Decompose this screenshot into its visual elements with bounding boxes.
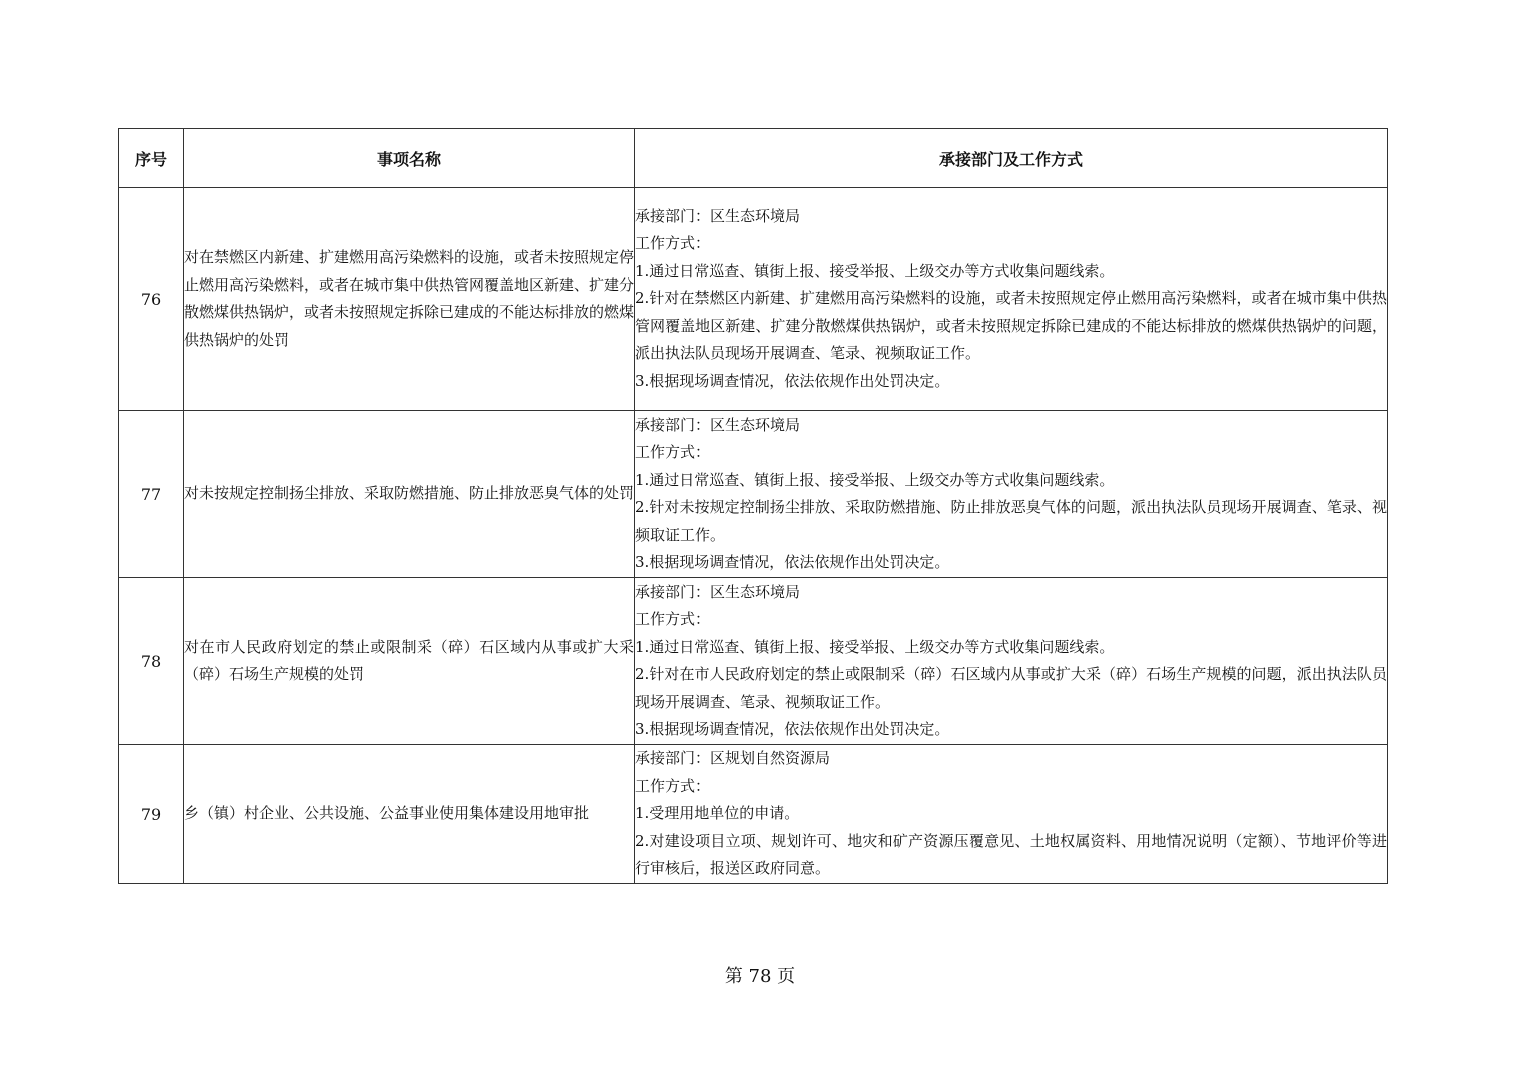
row-seq: 77 xyxy=(119,411,184,578)
row-method xyxy=(635,188,1388,411)
table-row xyxy=(119,745,1388,884)
row-dept: 承接部门：区规划自然资源局 xyxy=(635,749,831,768)
table-row xyxy=(119,411,1388,578)
row-dept: 承接部门：区生态环境局 xyxy=(635,206,801,225)
header-seq: 序号 xyxy=(119,129,184,188)
row-step: 1.通过日常巡查、镇街上报、接受举报、上级交办等方式收集问题线索。 xyxy=(635,470,1115,489)
header-name: 事项名称 xyxy=(184,129,635,188)
row-seq: 78 xyxy=(119,578,184,745)
row-method xyxy=(635,578,1388,745)
row-matter-name: 对在禁燃区内新建、扩建燃用高污染燃料的设施，或者未按照规定停止燃用高污染燃料，或者在城市集中供热管网覆盖地区新建、扩建分散燃煤供热锅炉，或者未按照规定拆除已建成的不能达标排放的燃煤供热锅炉的处罚 xyxy=(184,188,635,411)
row-matter-name: 对在市人民政府划定的禁止或限制采（碎）石区域内从事或扩大采（碎）石场生产规模的处罚 xyxy=(184,578,635,745)
row-step: 2.针对未按规定控制扬尘排放、采取防燃措施、防止排放恶臭气体的问题，派出执法队员现场开展调查、笔录、视频取证工作。 xyxy=(635,498,1387,544)
row-step: 1.通过日常巡查、镇街上报、接受举报、上级交办等方式收集问题线索。 xyxy=(635,637,1115,656)
row-step: 2.对建设项目立项、规划许可、地灾和矿产资源压覆意见、土地权属资料、用地情况说明（定额）、节地评价等进行审核后，报送区政府同意。 xyxy=(635,831,1387,878)
row-step: 3.根据现场调查情况，依法依规作出处罚决定。 xyxy=(635,371,950,390)
matters-table xyxy=(118,128,1388,884)
row-method-title: 工作方式： xyxy=(635,443,711,461)
row-matter-name: 对未按规定控制扬尘排放、采取防燃措施、防止排放恶臭气体的处罚 xyxy=(184,411,635,578)
row-seq: 79 xyxy=(119,745,184,884)
row-method-title: 工作方式： xyxy=(635,610,711,628)
row-matter-name: 乡（镇）村企业、公共设施、公益事业使用集体建设用地审批 xyxy=(184,745,635,884)
row-dept: 承接部门：区生态环境局 xyxy=(635,582,801,601)
row-step: 3.根据现场调查情况，依法依规作出处罚决定。 xyxy=(635,720,950,738)
row-seq: 76 xyxy=(119,188,184,411)
row-step: 1.通过日常巡查、镇街上报、接受举报、上级交办等方式收集问题线索。 xyxy=(635,261,1115,280)
row-dept: 承接部门：区生态环境局 xyxy=(635,415,801,434)
row-step: 2.针对在禁燃区内新建、扩建燃用高污染燃料的设施，或者未按照规定停止燃用高污染燃料，或者在城市集中供热管网覆盖地区新建、扩建分散燃煤供热锅炉，或者未按照规定拆除已建成的不能达标排放的燃煤供热锅炉的问题，派出执法队员现场开展调查、笔录、视频取证工作。 xyxy=(635,289,1387,363)
row-method xyxy=(635,411,1388,578)
page-number: 第 78 页 xyxy=(724,966,796,987)
row-step: 2.针对在市人民政府划定的禁止或限制采（碎）石区域内从事或扩大采（碎）石场生产规模的问题，派出执法队员现场开展调查、笔录、视频取证工作。 xyxy=(635,665,1387,711)
row-step: 1.受理用地单位的申请。 xyxy=(635,804,800,823)
row-method xyxy=(635,745,1388,884)
table-row xyxy=(119,188,1388,411)
row-method-title: 工作方式： xyxy=(635,234,711,253)
table-row xyxy=(119,578,1388,745)
header-method: 承接部门及工作方式 xyxy=(635,129,1388,188)
row-method-title: 工作方式： xyxy=(635,776,711,795)
row-step: 3.根据现场调查情况，依法依规作出处罚决定。 xyxy=(635,553,950,571)
table-header-row xyxy=(119,129,1388,188)
